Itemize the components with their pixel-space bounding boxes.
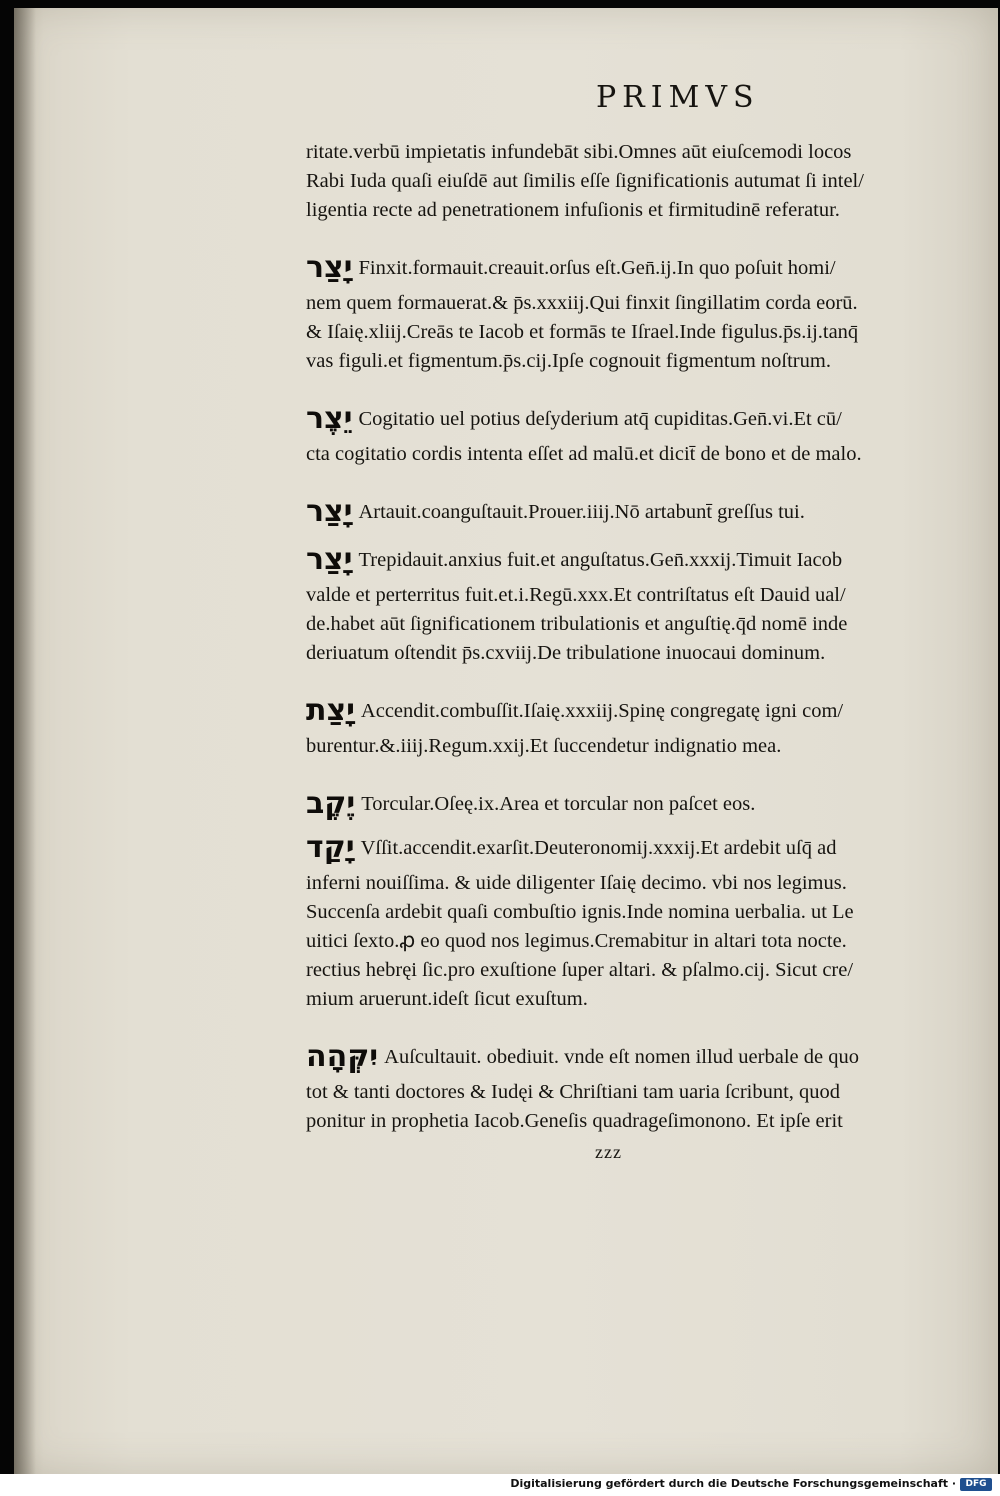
text-line: ligentia recte ad penetrationem infuſionis et firmitudinē referatur.: [306, 199, 840, 221]
text-line: Rabi Iuda quaſi eiuſdē aut ſimilis eſſe ſignificationis autumat ſi intel/: [306, 170, 864, 192]
dictionary-entry: [306, 247, 966, 376]
text-line: burentur.&.iiij.Regum.xxij.Et ſuccendetur indignatio mea.: [306, 735, 782, 757]
text-line: valde et perterritus fuit.et.i.Regū.xxx.Et contriſtatus eſt Dauid ual/: [306, 584, 846, 606]
entry-first-line: [306, 539, 966, 581]
text-line: vas figuli.et figmentum.p̄s.cij.Ipſe cognouit figmentum noſtrum.: [306, 350, 831, 372]
text-line: ponitur in prophetia Iacob.Geneſis quadrageſimonono. Et ipſe erit: [306, 1110, 843, 1132]
dictionary-entry: [306, 491, 966, 533]
hebrew-headword: יָצַר: [306, 542, 353, 577]
text-line: Vſſit.accendit.exarſit.Deuteronomij.xxxij.Et ardebit uſq̄ ad: [360, 837, 837, 859]
text-line: deriuatum oſtendit p̄s.cxviij.De tribulatione inuocaui dominum.: [306, 642, 826, 664]
text-line: inferni nouiſſima. & uide diligenter Iſaię decimo. vbi nos legimus.: [306, 872, 847, 894]
funding-credit: Digitalisierung gefördert durch die Deutsche Forschungsgemeinschaft ·: [510, 1477, 956, 1490]
text-line: cta cogitatio cordis intenta eſſet ad malū.et dicit̄ de bono et de malo.: [306, 443, 862, 465]
entry-first-line: [306, 783, 966, 825]
hebrew-headword: יֵצֶר: [306, 401, 353, 436]
dfg-logo-icon: DFG: [960, 1478, 992, 1491]
text-line: Auſcultauit. obediuit. vnde eſt nomen illud uerbale de quo: [384, 1046, 859, 1068]
text-line: ritate.verbū impietatis infundebāt sibi.Omnes aūt eiuſcemodi locos: [306, 141, 852, 163]
text-line: tot & tanti doctores & Iudęi & Chriſtiani tam uaria ſcribunt, quod: [306, 1081, 841, 1103]
signature-mark: zzz: [595, 1142, 622, 1162]
entry-first-line: [306, 827, 966, 869]
hebrew-headword: יֶקֶב: [306, 786, 356, 821]
digitization-footer: [0, 1474, 1000, 1496]
dictionary-entry: [306, 783, 966, 825]
dictionary-entry: [306, 827, 966, 1014]
dictionary-entry: [306, 398, 966, 469]
text-line: Trepidauit.anxius fuit.et anguſtatus.Gen̄.xxxij.Timuit Iacob: [358, 549, 843, 571]
text-line: Artauit.coanguſtauit.Prouer.iiij.Nō artabunt̄ greſſus tui.: [358, 501, 805, 523]
text-line: Succenſa ardebit quaſi combuſtio ignis.Inde nomina uerbalia. ut Le: [306, 901, 854, 923]
hebrew-headword: יָצַר: [306, 250, 353, 285]
dictionary-entry: [306, 1036, 966, 1136]
text-line: Cogitatio uel potius deſyderium atq̄ cupiditas.Gen̄.vi.Et cū/: [358, 408, 842, 430]
entry-first-line: [306, 247, 966, 289]
text-line: & Iſaię.xliij.Creās te Iacob et formās te Iſrael.Inde figulus.p̄s.ij.tanq̄: [306, 321, 859, 343]
entry-first-line: [306, 690, 966, 732]
text-line: mium aruerunt.ideſt ſicut exuſtum.: [306, 988, 588, 1010]
dictionary-entry: [306, 690, 966, 761]
running-head: PRIMVS: [596, 80, 760, 115]
entry-first-line: [306, 1036, 966, 1078]
hebrew-headword: יִקְּהָה: [306, 1039, 379, 1074]
text-column: [306, 138, 966, 1158]
gutter-shadow: [14, 8, 36, 1474]
text-line: Torcular.Oſeę.ix.Area et torcular non paſcet eos.: [361, 793, 756, 815]
text-line: de.habet aūt ſignificationem tribulationis et anguſtię.q̄d nomē inde: [306, 613, 848, 635]
entry-first-line: [306, 491, 966, 533]
text-line: uitici ſexto.ꝓ eo quod nos legimus.Cremabitur in altari tota nocte.: [306, 930, 847, 952]
text-line: nem quem formauerat.& p̄s.xxxiij.Qui finxit ſingillatim corda eorū.: [306, 292, 858, 314]
hebrew-headword: יָצַר: [306, 494, 353, 529]
dictionary-entry: [306, 539, 966, 668]
entry-first-line: [306, 398, 966, 440]
text-line: Finxit.formauit.creauit.orſus eſt.Gen̄.ij.In quo poſuit homi/: [358, 257, 836, 279]
text-line: rectius hebręi ſic.pro exuſtione ſuper altari. & pſalmo.cij. Sicut cre/: [306, 959, 854, 981]
hebrew-headword: יָצַת: [306, 693, 355, 728]
paragraph-continuation: [306, 138, 966, 225]
text-line: Accendit.combuſſit.Iſaię.xxxiij.Spinę congregatę igni com/: [360, 700, 844, 722]
hebrew-headword: יָקַד: [306, 830, 355, 865]
